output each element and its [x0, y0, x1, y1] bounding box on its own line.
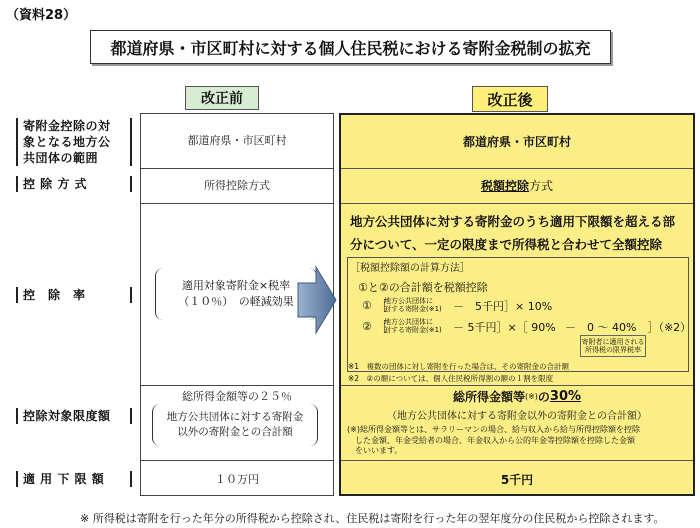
calc1-label-b: 対する寄附金(※1) [384, 305, 442, 313]
calc2-label-b: 対する寄附金(※1) [384, 326, 442, 334]
calc-header: ［税額控除額の計算方法］ [350, 263, 470, 274]
row-label-floor: 適 用 下 限 額 [16, 471, 132, 487]
after-method [339, 175, 695, 195]
calc2-bracket: ［ [374, 320, 388, 336]
after-divider [341, 460, 693, 461]
after-limit-main [339, 388, 695, 404]
before-floor: １０万円 [215, 473, 259, 486]
after-method-rest: 方式 [529, 178, 554, 193]
after-method-highlight: 税額控除 [480, 178, 529, 193]
after-floor: 5千円 [500, 472, 534, 487]
calc2-number: ② [362, 320, 372, 333]
footnote: ※ 所得税は寄附を行った年分の所得税から控除され、住民税は寄附を行った年の翌年度分の住民税から控除されます。 [80, 512, 665, 525]
calc1-number: ① [362, 299, 372, 312]
after-limit-sub: （地方公共団体に対する寄附金以外の寄附金との合計額） [387, 410, 647, 422]
calc2-note-a: 寄附者に適用される [581, 338, 645, 346]
after-revision-tag: 改正後 [472, 86, 548, 112]
after-limit-footnote [347, 425, 692, 457]
calc1-label-a: 地方公共団体に [384, 297, 433, 305]
after-limit-note-mark: (※) [524, 391, 538, 401]
after-limit-foot1: (※)総所得金額等とは、サラリーマンの場合、給与収入から給与所得控除額を控除 [347, 425, 640, 434]
row-label-target-line2: 象となる地方公 [23, 135, 111, 149]
after-divider [341, 168, 693, 169]
calc2-formula-b: － 0 ～ 40% ］（※2） [565, 321, 692, 334]
calc1-bracket: ［ [374, 299, 388, 315]
before-limit-line2: 地方公共団体に対する寄附金 [166, 411, 304, 423]
before-divider [140, 460, 334, 461]
before-limit-detail [152, 404, 318, 446]
row-label-target [16, 118, 132, 166]
calc2-label-a: 地方公共団体に [384, 318, 433, 326]
before-rate [155, 268, 317, 320]
calc-note-2: ※2 ②の額については、個人住民税所得割の額の１割を限度 [348, 374, 554, 383]
arrow-right-icon [296, 265, 338, 335]
calc2-donation-label [384, 318, 442, 334]
row-label-target-line3: 共団体の範囲 [23, 151, 99, 165]
before-target: 都道府県・市区町村 [187, 134, 287, 147]
calc2-formula-a: － 5千円］×［ 90% [453, 321, 556, 334]
row-label-rate: 控 除 率 [16, 287, 132, 303]
before-limit-line3: 以外の寄附金との合計額 [177, 426, 293, 438]
after-rate-main [350, 210, 690, 256]
after-limit-foot2: した金額、年金受給者の場合、年金収入から公的年金等控除額を控除した金額 [347, 435, 635, 445]
after-divider [341, 203, 693, 204]
document-label: （資料28） [6, 8, 77, 23]
calc1-donation-label [384, 297, 442, 313]
after-rate-main-line2: 分について、一定の限度まで所得税と合わせて全額控除 [350, 237, 663, 252]
calc2-tax-rate-note [580, 335, 646, 357]
before-divider [140, 203, 334, 204]
calc1-formula: － 5千円］× 10% [453, 300, 553, 313]
before-revision-tag: 改正前 [185, 86, 259, 110]
after-divider [341, 385, 693, 386]
before-method: 所得控除方式 [204, 179, 270, 192]
before-rate-line2: （１０％） の軽減効果 [178, 295, 294, 308]
row-label-method: 控 除 方 式 [16, 176, 132, 192]
calc-note-1: ※1 複数の団体に対し寄附を行った場合は、その寄附金の合計額 [348, 362, 570, 371]
after-limit-label: 総所得金額等 [452, 389, 525, 404]
after-rate-main-line1: 地方公共団体に対する寄附金のうち適用下限額を超える部 [350, 214, 676, 229]
before-limit-main: 総所得金額等の２５％ [182, 390, 292, 403]
after-target: 都道府県・市区町村 [462, 134, 571, 149]
after-limit-particle: の [537, 389, 550, 404]
before-divider [140, 385, 334, 386]
before-divider [140, 168, 334, 169]
before-rate-line1: 適用対象寄附金×税率 [181, 279, 291, 292]
row-label-target-line1: 寄附金控除の対 [23, 119, 111, 133]
after-limit-percent: 30% [549, 388, 582, 404]
calc-sum: ①と②の合計額を税額控除 [358, 281, 488, 294]
row-label-limit: 控除対象限度額 [16, 408, 132, 424]
page-title: 都道府県・市区町村に対する個人住民税における寄附金税制の拡充 [90, 30, 611, 64]
calc2-note-b: 所得税の限界税率 [585, 346, 641, 354]
after-limit-foot3: をいいます。 [347, 446, 403, 455]
